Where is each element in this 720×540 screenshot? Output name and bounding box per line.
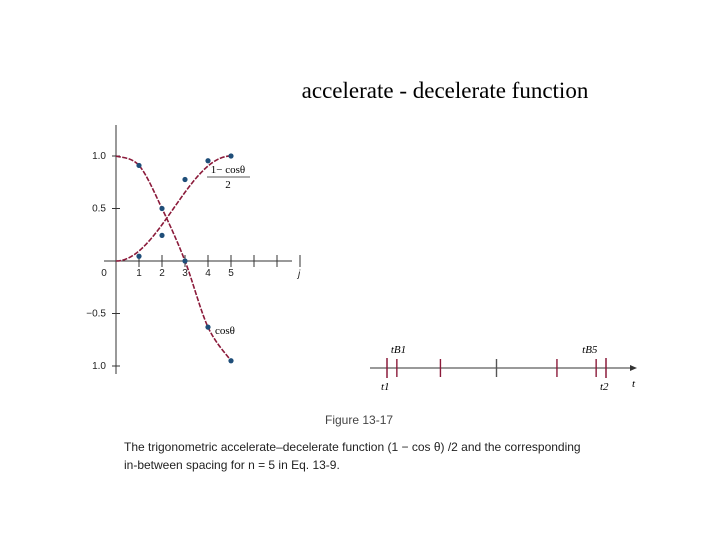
data-point-rise — [228, 153, 233, 158]
y-tick-label: 1.0 — [92, 361, 106, 372]
series-label-rise-top: 1− cosθ — [210, 164, 246, 176]
series-line-cos — [116, 156, 231, 361]
data-point-cos — [228, 358, 233, 363]
spacing-label-start: t1 — [381, 381, 390, 393]
spacing-axis-label: t — [632, 378, 636, 390]
series-label-cos: cosθ — [215, 325, 235, 337]
data-point-rise — [205, 158, 210, 163]
spacing-label-first: tB1 — [390, 344, 407, 356]
x-tick-label: 0 — [101, 268, 107, 279]
figure-caption-line-1: The trigonometric accelerate–decelerate function (1 − cos θ) /2 and the corresponding — [124, 440, 581, 454]
data-point-cos — [136, 163, 141, 168]
x-axis-label: j — [298, 269, 301, 280]
spacing-label-end: t2 — [600, 381, 609, 393]
x-tick-label: 2 — [159, 268, 165, 279]
plot-axes — [86, 125, 301, 374]
series-label-rise-bottom: 2 — [225, 179, 231, 191]
plot-curves — [116, 156, 231, 361]
figure-caption-line-2: in-between spacing for n = 5 in Eq. 13-9. — [124, 458, 340, 472]
spacing-label-last: tB5 — [582, 344, 598, 356]
figure-caption-title: Figure 13-17 — [325, 413, 394, 427]
data-point-cos — [159, 206, 164, 211]
data-point-cos — [205, 325, 210, 330]
data-point-rise — [182, 177, 187, 182]
y-tick-label: 1.0 — [92, 151, 106, 162]
data-point-rise — [159, 233, 164, 238]
x-tick-label: 5 — [228, 268, 234, 279]
plot-labels — [207, 164, 250, 337]
slide-title: accelerate - decelerate function — [301, 78, 589, 103]
x-tick-label: 3 — [182, 268, 188, 279]
spacing-diagram — [370, 344, 637, 393]
data-point-rise — [136, 254, 141, 259]
y-tick-label: 0.5 — [92, 203, 106, 215]
figure-caption — [124, 438, 624, 474]
x-tick-label: 4 — [205, 268, 211, 279]
x-tick-label: 1 — [136, 268, 142, 279]
y-tick-label: −0.5 — [86, 308, 106, 320]
data-point-cos — [182, 258, 187, 263]
spacing-axis-arrow — [630, 365, 637, 371]
